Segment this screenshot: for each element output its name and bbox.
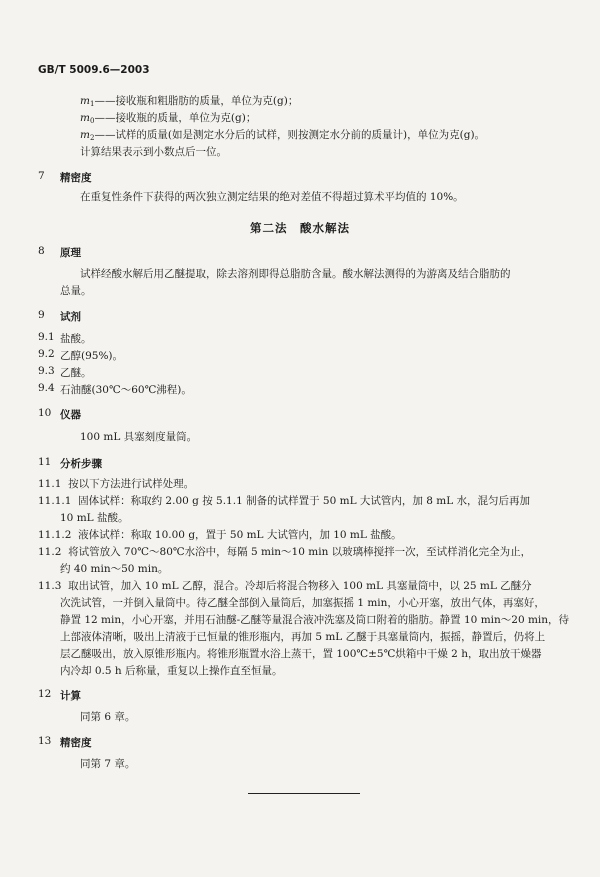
step-11-1-2: 11.1.2 液体试样：称取 10.00 g，置于 50 mL 大试管内，加 10 mL 盐酸。 (38, 529, 402, 541)
step-11-1-1: 11.1.1 固体试样：称取约 2.00 g 按 5.1.1 制备的试样置于 50 mL 大试管内，加 8 mL 水，混匀后再加 (38, 495, 531, 507)
end-rule (248, 793, 360, 794)
section-9-heading: 9 试剂 (38, 309, 81, 323)
section-10-heading: 10 仪器 (38, 407, 81, 421)
step-11-2: 11.2 将试管放入 70℃～80℃水浴中，每隔 5 min～10 min 以玻璃棒搅拌一次，至试样消化完全为止， (38, 546, 532, 558)
standard-number: GB/T 5009.6—2003 (38, 64, 150, 76)
reagent-item: 9.1 盐酸。 (38, 331, 92, 345)
result-note: 计算结果表示到小数点后一位。 (80, 146, 227, 158)
step-11-3-cont: 上部液体清晰，吸出上清液于已恒量的锥形瓶内，再加 5 mL 乙醚于具塞量筒内，振摇，静置后，仍将上 (60, 631, 546, 643)
section-10-body: 100 mL 具塞刻度量筒。 (80, 431, 198, 443)
step-11-1: 11.1 按以下方法进行试样处理。 (38, 478, 195, 490)
formula-var-m1: $m_1——$接收瓶和粗脂肪的质量，单位为克(g)； (80, 95, 299, 108)
step-11-3: 11.3 取出试管，加入 10 mL 乙醇，混合。冷却后将混合物移入 100 mL 具塞量筒中，以 25 mL 乙醚分 (38, 580, 532, 592)
reagent-item: 9.3 乙醚。 (38, 365, 92, 379)
section-8-body-cont: 总量。 (60, 285, 92, 297)
section-7-heading: 7 精密度 (38, 170, 92, 184)
section-12-body: 同第 6 章。 (80, 711, 136, 723)
method-title: 第二法 酸水解法 (250, 221, 350, 235)
step-11-3-cont: 次洗试管，一并倒入量筒中。待乙醚全部倒入量筒后，加塞振摇 1 min，小心开塞，放出气体，再塞好， (60, 597, 545, 609)
section-8-heading: 8 原理 (38, 245, 81, 259)
step-11-1-1-cont: 10 mL 盐酸。 (60, 512, 129, 524)
step-11-2-cont: 约 40 min～50 min。 (60, 563, 169, 575)
step-11-3-cont: 内冷却 0.5 h 后称量，重复以上操作直至恒量。 (60, 665, 283, 677)
formula-var-m2: $m_2——$试样的质量(如是测定水分后的试样，则按测定水分前的质量计)，单位为克(g)。 (80, 129, 486, 142)
section-13-heading: 13 精密度 (38, 735, 92, 749)
section-11-heading: 11 分析步骤 (38, 456, 102, 470)
section-13-body: 同第 7 章。 (80, 758, 136, 770)
section-8-body: 试样经酸水解后用乙醚提取，除去溶剂即得总脂肪含量。酸水解法测得的为游离及结合脂肪的 (80, 268, 511, 280)
section-7-body: 在重复性条件下获得的两次独立测定结果的绝对差值不得超过算术平均值的 10%。 (80, 191, 464, 203)
step-11-3-cont: 层乙醚吸出，放入原锥形瓶内。将锥形瓶置水浴上蒸干，置 100℃±5℃烘箱中干燥 2 h，取出放干燥器 (60, 648, 542, 660)
formula-var-m0: $m_0——$接收瓶的质量，单位为克(g)； (80, 112, 257, 125)
step-11-3-cont: 静置 12 min，小心开塞，并用石油醚-乙醚等量混合液冲洗塞及筒口附着的脂肪。静置 10 min～20 min，待 (60, 614, 570, 626)
reagent-item: 9.4 石油醚(30℃～60℃沸程)。 (38, 382, 192, 396)
section-12-heading: 12 计算 (38, 688, 81, 702)
reagent-item: 9.2 乙醇(95%)。 (38, 348, 124, 362)
